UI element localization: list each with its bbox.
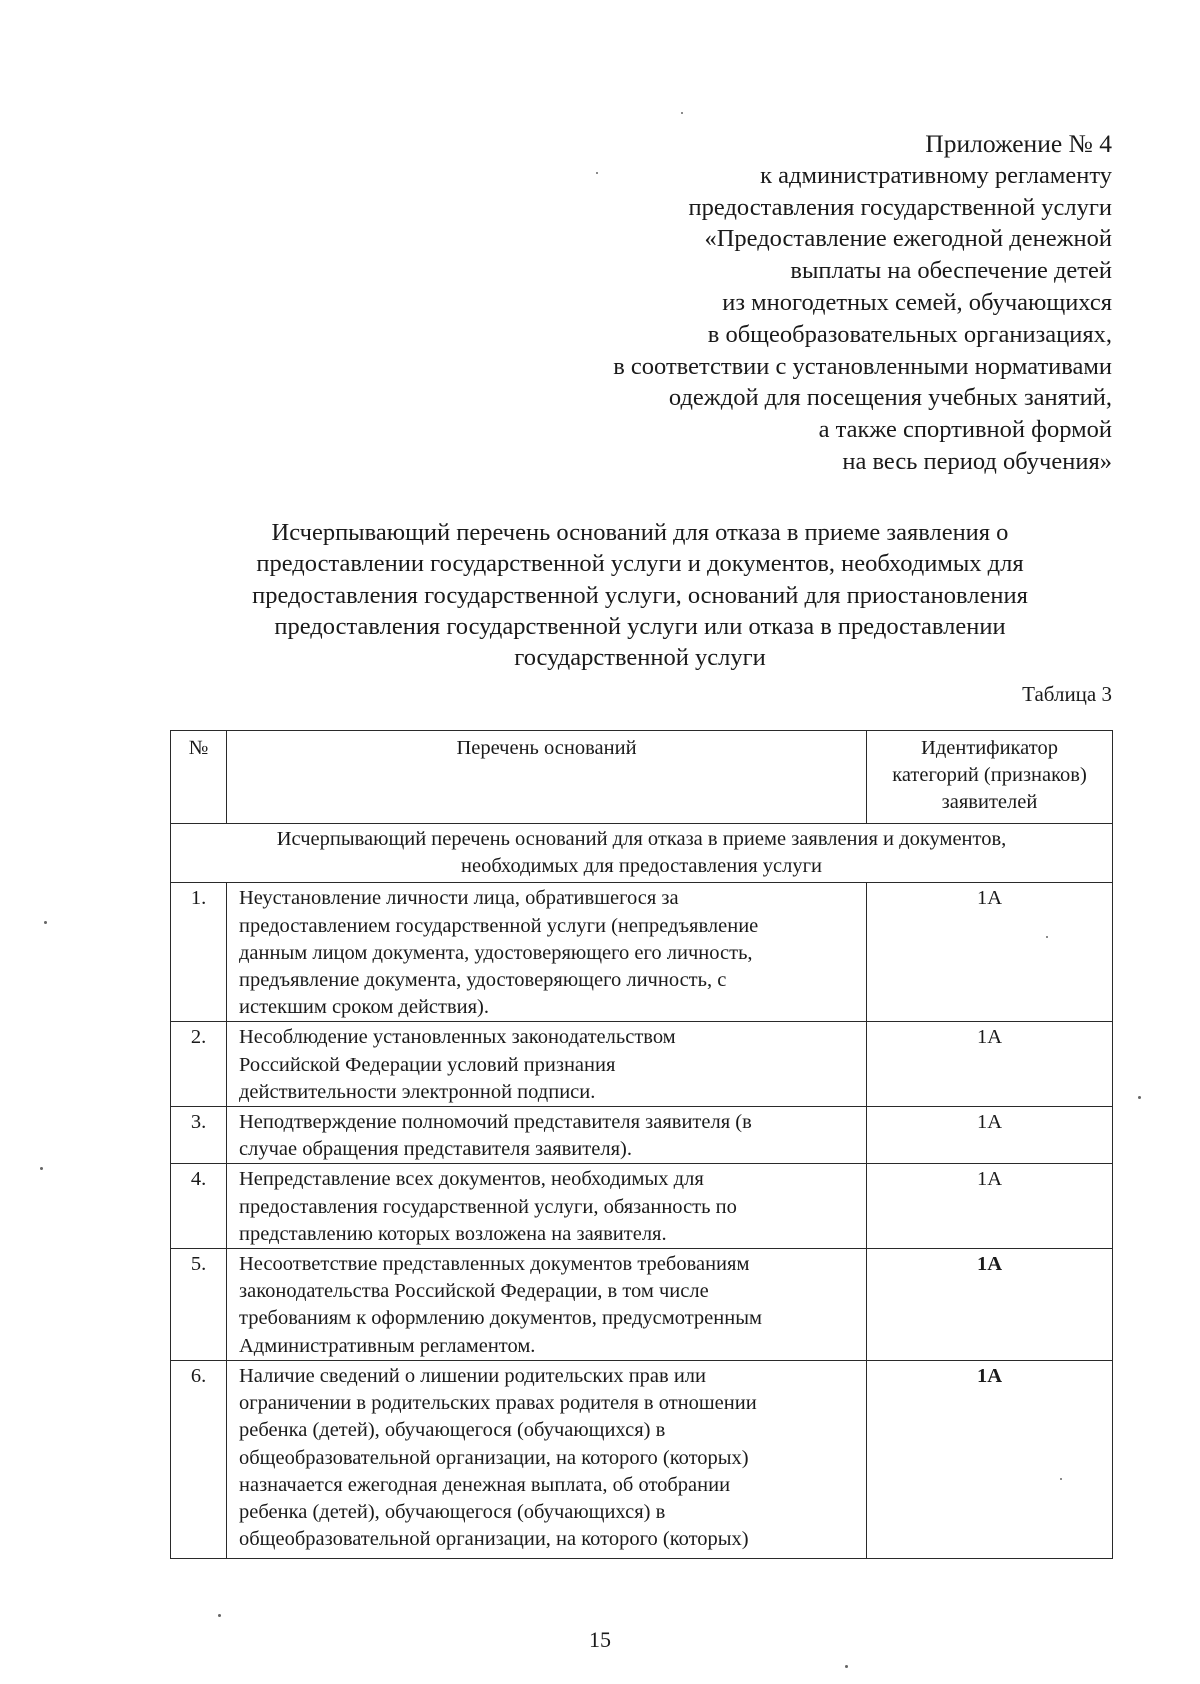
reason-line: Наличие сведений о лишении родительских прав или [239,1365,706,1388]
row-reason [227,1107,867,1164]
reason-line: истекшим сроком действия). [239,996,490,1019]
appendix-line: в общеобразовательных организациях, [707,320,1112,348]
row-number: 2. [171,1022,227,1107]
scan-speck [596,172,598,174]
row-identifier: 1А [867,1164,1113,1249]
row-identifier: 1А [867,1249,1113,1361]
scan-speck [845,1665,848,1668]
reason-line: предъявление документа, удостоверяющего личность, с [239,969,727,992]
row-identifier: 1А [867,883,1113,1022]
appendix-line: Приложение № 4 [925,129,1112,158]
header-identifier-line: Идентификатор [921,737,1058,759]
reason-line: Непредставление всех документов, необходимых для [239,1168,704,1191]
reason-line: Несоблюдение установленных законодательством [239,1026,676,1049]
scan-speck [1138,1096,1141,1099]
appendix-line: предоставления государственной услуги [688,193,1112,221]
page-number: 15 [589,1627,611,1652]
table-row [171,1164,1113,1249]
appendix-line: одеждой для посещения учебных занятий, [668,384,1112,412]
row-identifier: 1А [867,1107,1113,1164]
appendix-line: выплаты на обеспечение детей [790,257,1112,285]
reason-line: Административным регламентом. [239,1334,536,1357]
appendix-header [492,128,1112,478]
scan-speck [40,1167,43,1170]
row-reason [227,1361,867,1559]
grounds-table [170,730,1113,1559]
title-line: предоставления государственной услуги или отказа в предоставлении [274,612,1006,640]
table-row [171,883,1113,1022]
header-identifier-line: заявителей [941,791,1038,814]
reason-line: данным лицом документа, удостоверяющего его личность, [239,941,753,964]
row-identifier: 1А [867,1361,1113,1559]
reason-line: назначается ежегодная денежная выплата, об отобрании [239,1473,731,1496]
row-reason [227,1164,867,1249]
table-row [171,1249,1113,1361]
header-identifier [867,731,1113,824]
appendix-line: из многодетных семей, обучающихся [722,288,1112,316]
header-reasons: Перечень оснований [227,731,867,824]
table-row [171,1022,1113,1107]
reason-line: Неустановление личности лица, обратившегося за [239,887,679,910]
title-line: предоставлении государственной услуги и документов, необходимых для [256,550,1024,578]
table-caption: Таблица 3 [1022,682,1112,706]
title-line: государственной услуги [514,644,766,672]
scan-speck [1046,936,1048,938]
row-identifier: 1А [867,1022,1113,1107]
reason-line: Российской Федерации условий признания [239,1053,616,1076]
reason-line: действительности электронной подписи. [239,1080,596,1103]
reason-line: общеобразовательной организации, на которого (которых) [239,1446,749,1469]
row-reason [227,883,867,1022]
header-identifier-line: категорий (признаков) [892,764,1087,787]
reason-text [239,1363,862,1558]
reason-line: представлению которых возложена на заявителя. [239,1222,667,1245]
section-heading-line: необходимых для предоставления услуги [461,855,822,878]
reason-line: ограничении в родительских правах родителя в отношении [239,1392,757,1415]
reason-line: предоставлением государственной услуги (непредъявление [239,914,759,937]
appendix-line: «Предоставление ежегодной денежной [704,225,1112,253]
reason-line: Неподтверждение полномочий представителя заявителя (в [239,1111,752,1134]
reason-line: общеобразовательной организации, на которого (которых) [239,1528,749,1551]
scan-speck [218,1614,221,1617]
section-heading-row [171,824,1113,883]
section-heading-line: Исчерпывающий перечень оснований для отказа в приеме заявления и документов, [276,828,1007,850]
row-reason [227,1249,867,1361]
appendix-line: а также спортивной формой [818,416,1112,444]
title-line: предоставления государственной услуги, оснований для приостановления [252,581,1028,609]
scan-speck [44,921,47,924]
row-number: 1. [171,883,227,1022]
appendix-line: на весь период обучения» [842,447,1112,475]
reason-line: законодательства Российской Федерации, в том числе [239,1280,709,1303]
table-row [171,1107,1113,1164]
row-reason [227,1022,867,1107]
reason-line: ребенка (детей), обучающегося (обучающихся) в [239,1501,666,1524]
reason-line: требованиям к оформлению документов, предусмотренным [239,1307,762,1330]
header-num: № [171,731,227,824]
appendix-line: в соответствии с установленными нормативами [613,352,1112,380]
reason-line: ребенка (детей), обучающегося (обучающихся) в [239,1419,666,1442]
table-row [171,1361,1113,1559]
scan-speck [681,112,683,114]
row-number: 3. [171,1107,227,1164]
reason-line: Несоответствие представленных документов требованиям [239,1253,750,1276]
reason-line: случае обращения представителя заявителя). [239,1138,632,1161]
row-number: 6. [171,1361,227,1559]
document-title [160,517,1120,673]
reason-line: предоставления государственной услуги, обязанность по [239,1195,737,1218]
section-heading [171,824,1113,883]
title-line: Исчерпывающий перечень оснований для отказа в приеме заявления о [271,519,1009,546]
table-header-row [171,731,1113,824]
scan-speck [1060,1478,1062,1480]
row-number: 4. [171,1164,227,1249]
appendix-line: к административному регламенту [760,161,1112,189]
row-number: 5. [171,1249,227,1361]
